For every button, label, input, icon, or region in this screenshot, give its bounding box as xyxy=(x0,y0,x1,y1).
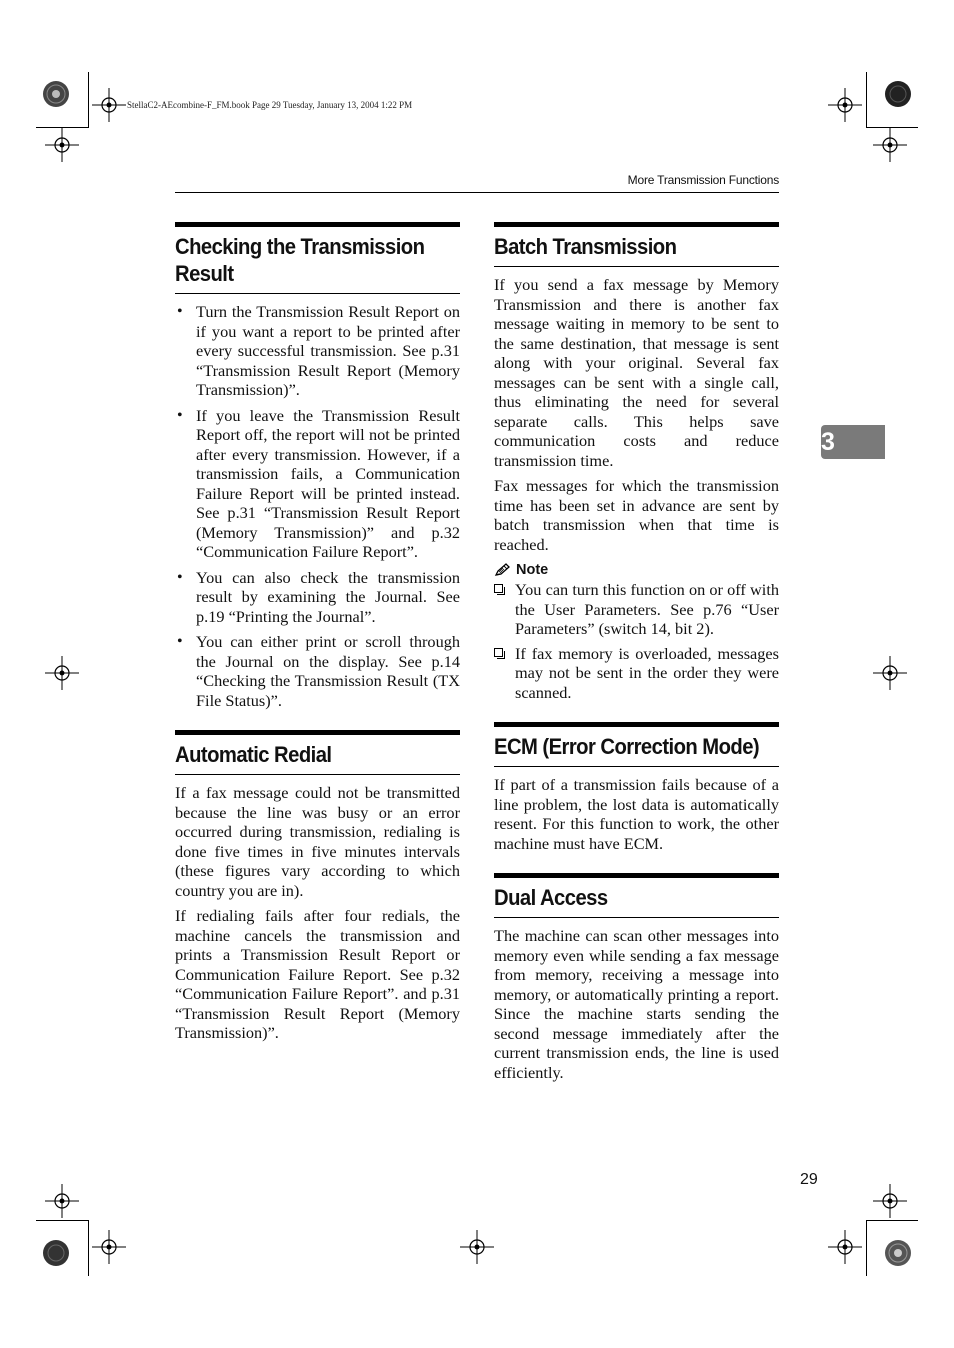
color-wheel-mark-top-right xyxy=(884,80,912,108)
bullet-text: Turn the Transmission Result Report on if you want a report to be printed after every successful transmission. See p.31 “Transmission Result Report (Memory Transmission)”. xyxy=(196,302,460,399)
chapter-tab xyxy=(821,425,885,459)
note-text: You can turn this function on or off with the User Parameters. See p.76 “User Parameters” (switch 14, bit 2). xyxy=(515,580,779,638)
crosshair-mark-lower-right xyxy=(873,1184,907,1218)
print-slug: StellaC2-AEcombine-F_FM.book Page 29 Tuesday, January 13, 2004 1:22 PM xyxy=(127,100,413,110)
section-title: Automatic Redial xyxy=(175,742,332,767)
body-paragraph: If redialing fails after four redials, the machine cancels the transmission and prints a Transmission Result Report or Communication Failure Report. See p.32 “Communication Failure Report”. and p.31 “Transmission Result Report (Memory Transmission)”. xyxy=(175,906,460,1042)
title-line-1: Checking the Transmission xyxy=(175,234,425,259)
trim-line-top-left-h xyxy=(36,127,88,128)
bullet-list xyxy=(175,302,460,710)
trim-line-bottom-right-h xyxy=(866,1220,918,1221)
bullet-icon: • xyxy=(177,303,183,320)
list-item xyxy=(175,632,460,710)
trim-line-top-right-v xyxy=(866,72,867,128)
body-paragraph: The machine can scan other messages into memory even while sending a fax message from memory, receiving a message into memory, or automatically printing a report. Since the machine starts sending the second message immediately after the current transmission ends, the line is used efficiently. xyxy=(494,926,779,1082)
note-heading xyxy=(494,562,779,578)
crosshair-mark-top-right xyxy=(828,88,862,122)
chapter-number: 3 xyxy=(821,428,835,456)
section-title: ECM (Error Correction Mode) xyxy=(494,734,760,759)
body-paragraph: If you send a fax message by Memory Transmission and there is another fax message waiting in memory to be sent to the same destination, that message is sent along with your original. Several fax messages can be sent with a single call, thus eliminating the need for several separate calls. This helps save communication costs and reduce transmission time. xyxy=(494,275,779,470)
title-line-2: Result xyxy=(175,261,234,286)
left-column xyxy=(175,222,460,1049)
section-automatic-redial xyxy=(175,730,460,1043)
bullet-icon: • xyxy=(177,633,183,650)
section-heading-bar xyxy=(175,222,460,294)
body-paragraph: Fax messages for which the transmission time has been set in advance are sent by batch transmission when that time is reached. xyxy=(494,476,779,554)
bullet-text: You can either print or scroll through the Journal on the display. See p.14 “Checking the Transmission Result (TX File Status)”. xyxy=(196,632,460,710)
list-item xyxy=(175,302,460,400)
section-batch-transmission xyxy=(494,222,779,702)
pencil-note-icon xyxy=(494,563,512,577)
section-dual-access xyxy=(494,873,779,1082)
section-title: Dual Access xyxy=(494,885,608,910)
page-number: 29 xyxy=(800,1171,818,1188)
color-wheel-mark-bottom-left xyxy=(42,1239,70,1267)
body-paragraph: If part of a transmission fails because of a line problem, the lost data is automatically resent. For this function to work, the other machine must have ECM. xyxy=(494,775,779,853)
list-item xyxy=(175,568,460,627)
crosshair-mark-bottom-center xyxy=(460,1230,494,1264)
section-heading-bar xyxy=(175,730,460,775)
trim-line-bottom-left-h xyxy=(36,1220,88,1221)
list-item xyxy=(175,406,460,562)
bullet-text: If you leave the Transmission Result Report off, the report will not be printed after every transmission. However, if a transmission fails, a Communication Failure Report will be printed instead. See p.31 “Transmission Result Report (Memory Transmission)” and p.32 “Communication Failure Report”. xyxy=(196,405,460,561)
bullet-icon: • xyxy=(177,406,183,424)
checkbox-bullet-icon xyxy=(494,648,503,657)
crosshair-mark-bottom-left xyxy=(92,1230,126,1264)
header-rule xyxy=(175,192,779,193)
note-text: If fax memory is overloaded, messages may not be sent in the order they were scanned. xyxy=(515,643,779,702)
trim-line-top-right-h xyxy=(866,127,918,128)
trim-line-bottom-left-v xyxy=(88,1220,89,1276)
bullet-icon: • xyxy=(177,568,183,586)
crosshair-mark-upper-right xyxy=(873,128,907,162)
crosshair-mark-middle-left xyxy=(45,656,79,690)
section-title xyxy=(175,233,437,287)
section-heading-bar xyxy=(494,222,779,267)
note-label: Note xyxy=(516,562,549,578)
list-item xyxy=(494,580,779,639)
trim-line-bottom-right-v xyxy=(866,1220,867,1276)
crosshair-mark-bottom-right xyxy=(828,1230,862,1264)
crosshair-mark-lower-left xyxy=(45,1184,79,1218)
crosshair-mark-upper-left xyxy=(45,128,79,162)
section-title: Batch Transmission xyxy=(494,234,677,259)
trim-line-top-left-v xyxy=(88,72,89,128)
crosshair-mark-middle-right xyxy=(873,656,907,690)
section-checking-transmission-result xyxy=(175,222,460,710)
color-wheel-mark-bottom-right xyxy=(884,1239,912,1267)
section-heading-bar xyxy=(494,722,779,767)
section-ecm xyxy=(494,722,779,853)
running-header: More Transmission Functions xyxy=(627,173,779,187)
crosshair-mark-top-left xyxy=(92,88,126,122)
body-paragraph: If a fax message could not be transmitted because the line was busy or an error occurred during transmission, redialing is done five times in five minutes intervals (these figures vary according to which country you are in). xyxy=(175,783,460,900)
note-list xyxy=(494,580,779,702)
right-column xyxy=(494,222,779,1088)
checkbox-bullet-icon xyxy=(494,584,503,593)
bullet-text: You can also check the transmission result by examining the Journal. See p.19 “Printing the Journal”. xyxy=(196,567,460,626)
color-wheel-mark-top-left xyxy=(42,80,70,108)
section-heading-bar xyxy=(494,873,779,918)
list-item xyxy=(494,644,779,703)
